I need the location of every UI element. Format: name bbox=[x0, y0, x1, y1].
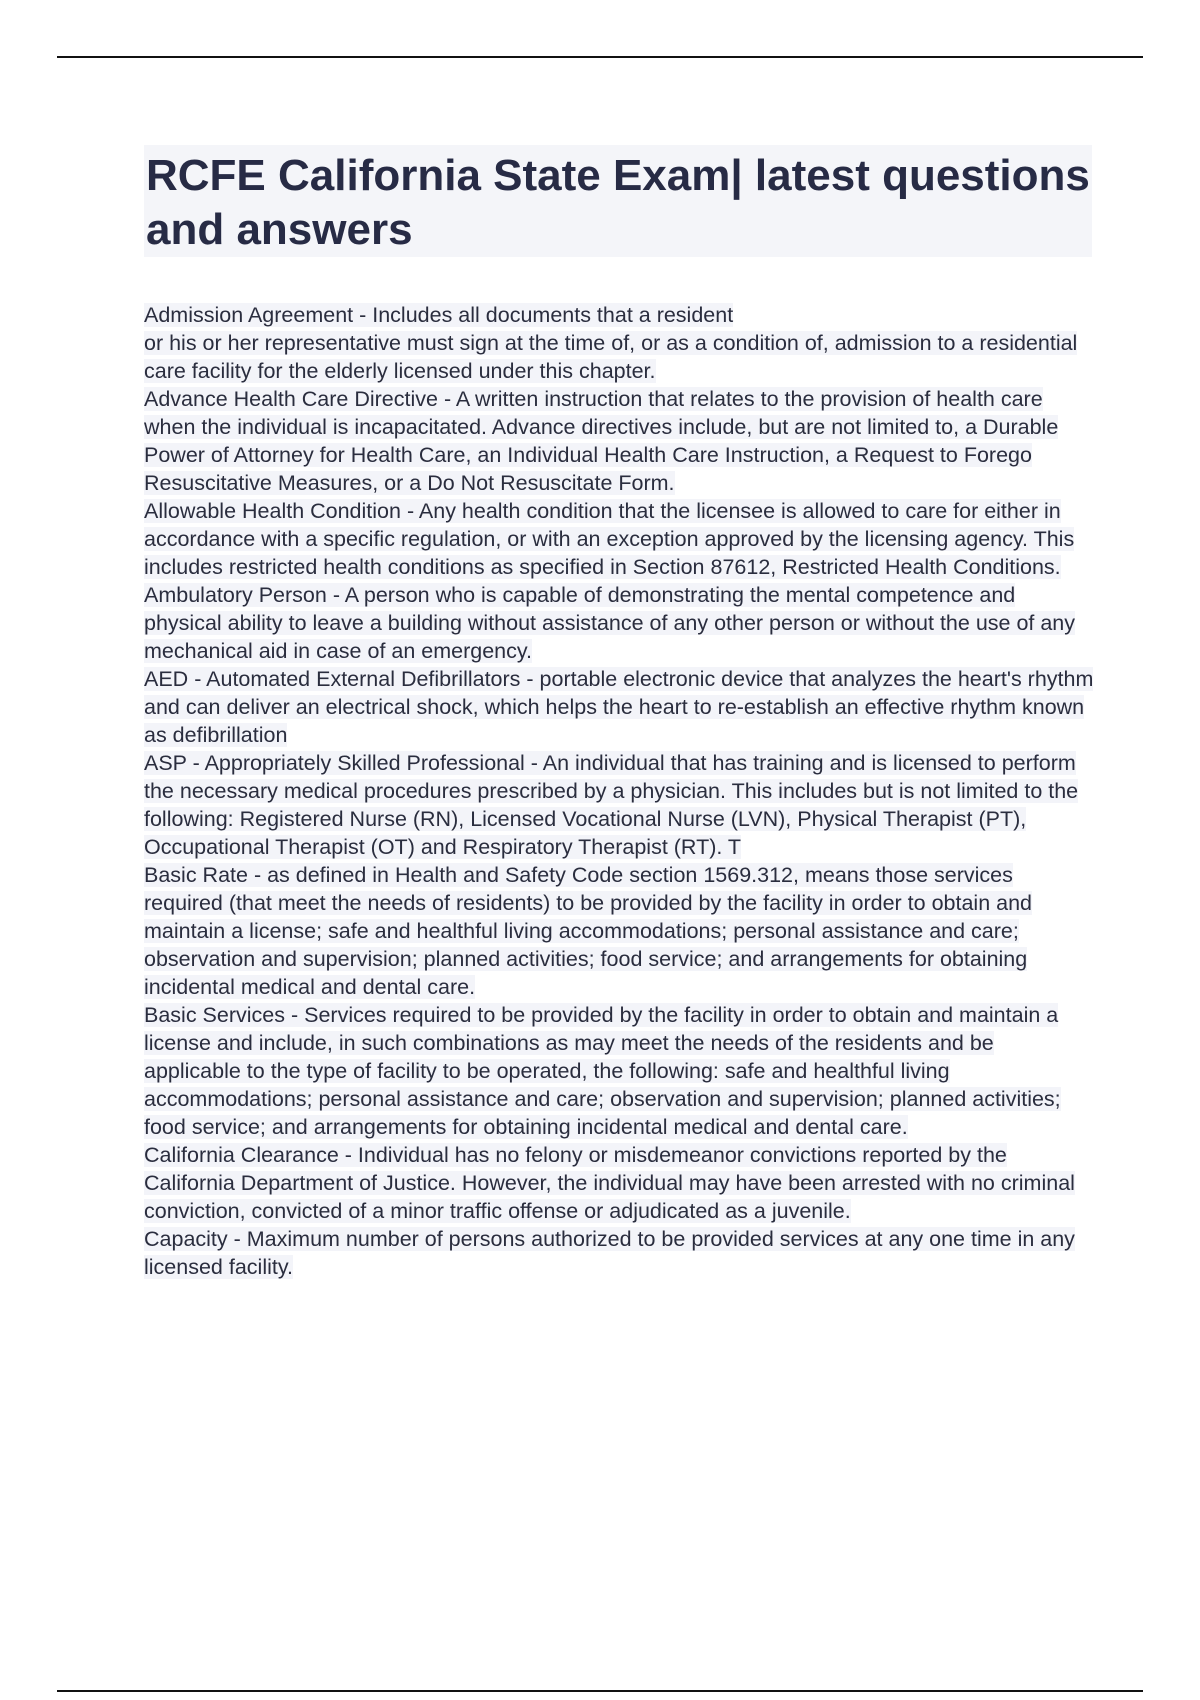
definition-entry: Capacity - Maximum number of persons authorized to be provided services at any one time in any licensed facility. bbox=[144, 1227, 1075, 1279]
definition-term: Basic Rate bbox=[144, 863, 248, 887]
definition-entry: Basic Services - Services required to be provided by the facility in order to obtain and maintain a license and include, in such combinations as may meet the needs of the residents and be applicable to the type of facility to be operated, the following: safe and healthful living accommodations; personal assistance and care; observation and supervision; planned activities; food service; and arrangements for obtaining incidental medical and dental care. bbox=[144, 1003, 1061, 1139]
definition-term: AED bbox=[144, 667, 189, 691]
title-block bbox=[144, 145, 1092, 257]
definition-term: Admission Agreement bbox=[144, 303, 354, 327]
definition-text: Automated External Defibrillators - portable electronic device that analyzes the heart's rhythm and can deliver an electrical shock, which helps the heart to re-establish an effective rhythm known as defibrillation bbox=[144, 667, 1094, 747]
definition-entry: Allowable Health Condition - Any health condition that the licensee is allowed to care for either in accordance with a specific regulation, or with an exception approved by the licensing agency. This includes restricted health conditions as specified in Section 87612, Restricted Health Conditions. bbox=[144, 499, 1075, 579]
definition-term: ASP bbox=[144, 751, 187, 775]
definition-term: Advance Health Care Directive bbox=[144, 387, 438, 411]
top-divider bbox=[57, 56, 1143, 58]
definition-term: Ambulatory Person bbox=[144, 583, 327, 607]
definition-entry: AED - Automated External Defibrillators - portable electronic device that analyzes the heart's rhythm and can deliver an electrical shock, which helps the heart to re-establish an effective rhythm known as defibrillation bbox=[144, 667, 1094, 747]
definition-entry: Admission Agreement - Includes all documents that a resident or his or her representative must sign at the time of, or as a condition of, admission to a residential care facility for the elderly licensed under this chapter. bbox=[144, 303, 1078, 383]
page-title: RCFE California State Exam| latest questions and answers bbox=[146, 151, 1090, 254]
definition-text: Includes all documents that a resident or his or her representative must sign at the time of, or as a condition of, admission to a residential care facility for the elderly licensed under this chapter. bbox=[144, 303, 1078, 383]
definition-text: Individual has no felony or misdemeanor convictions reported by the California Department of Justice. However, the individual may have been arrested with no criminal conviction, convicted of a minor traffic offense or adjudicated as a juvenile. bbox=[144, 1143, 1075, 1223]
definition-term: Allowable Health Condition bbox=[144, 499, 401, 523]
definition-entry: California Clearance - Individual has no felony or misdemeanor convictions reported by the California Department of Justice. However, the individual may have been arrested with no criminal conviction, convicted of a minor traffic offense or adjudicated as a juvenile. bbox=[144, 1143, 1075, 1223]
definition-text: Any health condition that the licensee is allowed to care for either in accordance with a specific regulation, or with an exception approved by the licensing agency. This includes restricted health conditions as specified in Section 87612, Restricted Health Conditions. bbox=[144, 499, 1075, 579]
definition-text: A person who is capable of demonstrating the mental competence and physical ability to leave a building without assistance of any other person or without the use of any mechanical aid in case of an emergency. bbox=[144, 583, 1076, 663]
definition-term: California Clearance bbox=[144, 1143, 339, 1167]
definition-text: Appropriately Skilled Professional - An individual that has training and is licensed to perform the necessary medical procedures prescribed by a physician. This includes but is not limited to the following: Registered Nurse (RN), Licensed Vocational Nurse (LVN), Physical Therapist (PT), Occupational Therapist (OT) and Respiratory Therapist (RT). T bbox=[144, 751, 1079, 859]
definition-entry: Ambulatory Person - A person who is capable of demonstrating the mental competence and physical ability to leave a building without assistance of any other person or without the use of any mechanical aid in case of an emergency. bbox=[144, 583, 1076, 663]
definition-term: Basic Services bbox=[144, 1003, 285, 1027]
definition-list bbox=[144, 301, 1094, 1281]
definition-text: A written instruction that relates to the provision of health care when the individual is incapacitated. Advance directives include, but are not limited to, a Durable Power of Attorney for Health Care, an Individual Health Care Instruction, a Request to Forego Resuscitative Measures, or a Do Not Resuscitate Form. bbox=[144, 387, 1059, 495]
definition-entry: Basic Rate - as defined in Health and Safety Code section 1569.312, means those services required (that meet the needs of residents) to be provided by the facility in order to obtain and maintain a license; safe and healthful living accommodations; personal assistance and care; observation and supervision; planned activities; food service; and arrangements for obtaining incidental medical and dental care. bbox=[144, 863, 1032, 999]
definition-text: as defined in Health and Safety Code section 1569.312, means those services required (that meet the needs of residents) to be provided by the facility in order to obtain and maintain a license; safe and healthful living accommodations; personal assistance and care; observation and supervision; planned activities; food service; and arrangements for obtaining incidental medical and dental care. bbox=[144, 863, 1032, 999]
definition-text: Services required to be provided by the facility in order to obtain and maintain a license and include, in such combinations as may meet the needs of the residents and be applicable to the type of facility to be operated, the following: safe and healthful living accommodations; personal assistance and care; observation and supervision; planned activities; food service; and arrangements for obtaining incidental medical and dental care. bbox=[144, 1003, 1061, 1139]
definition-term: Capacity bbox=[144, 1227, 228, 1251]
definition-entry: Advance Health Care Directive - A written instruction that relates to the provision of health care when the individual is incapacitated. Advance directives include, but are not limited to, a Durable Power of Attorney for Health Care, an Individual Health Care Instruction, a Request to Forego Resuscitative Measures, or a Do Not Resuscitate Form. bbox=[144, 387, 1059, 495]
definition-text: Maximum number of persons authorized to be provided services at any one time in any licensed facility. bbox=[144, 1227, 1075, 1279]
bottom-divider bbox=[57, 1690, 1143, 1692]
definition-entry: ASP - Appropriately Skilled Professional - An individual that has training and is licensed to perform the necessary medical procedures prescribed by a physician. This includes but is not limited to the following: Registered Nurse (RN), Licensed Vocational Nurse (LVN), Physical Therapist (PT), Occupational Therapist (OT) and Respiratory Therapist (RT). T bbox=[144, 751, 1079, 859]
